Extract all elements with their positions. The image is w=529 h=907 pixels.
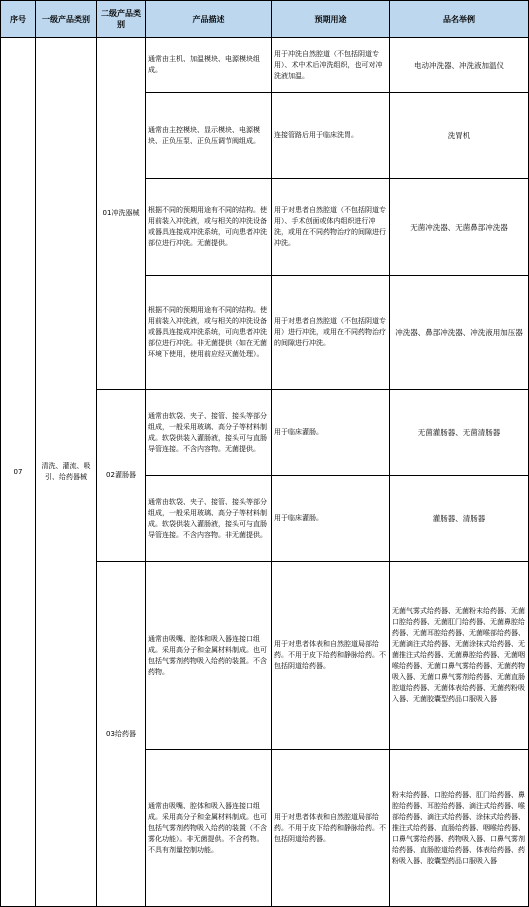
desc-cell: 通常由软袋、夹子、接管、接头等部分组成，一般采用玻璃、高分子等材料制成。软袋供装入灌肠液，接头可与直肠导管连接。不含内容物。非无菌提供。 [146,476,272,562]
examples-cell: 无菌冲洗器、无菌鼻部冲洗器 [390,179,529,276]
header-cat2: 二级产品类别 [97,1,146,38]
examples-cell: 灌肠器、清肠器 [390,476,529,562]
seq-cell: 07 [1,38,36,907]
desc-cell: 根据不同的预期用途有不同的结构。使用前装入冲洗液，或与相关的冲洗设备或器具连接成冲洗系统，可向患者冲洗部位进行冲洗。非无菌提供（如在无菌环境下使用，使用前应经灭菌处理）。 [146,276,272,390]
header-seq: 序号 [1,1,36,38]
header-row [1,1,529,38]
desc-cell: 通常由软袋、夹子、接管、接头等部分组成，一般采用玻璃、高分子等材料制成。软袋供装入灌肠液，接头可与直肠导管连接。不含内容物。无菌提供。 [146,390,272,476]
desc-cell: 通常由主机、加温模块、电源模块组成。 [146,38,272,93]
use-cell: 用于临床灌肠。 [272,476,390,562]
examples-cell: 无菌气雾式给药器、无菌粉末给药器、无菌口腔给药器、无菌肛门给药器、无菌鼻腔给药器、无菌耳腔给药器、无菌喉部给药器、无菌滴注式给药器、无菌涂抹式给药器、无菌推注式给药器、无菌鼻腔给药器、无菌咽喉给药器、无菌口鼻气雾给药器、无菌药物吸入器、无菌口鼻气雾剂给药器、无菌直肠腔道给药器、无菌体表给药器、无菌药粉吸入器、无菌胶囊型药品口服吸入器 [390,562,529,750]
desc-cell: 通常由主控模块、显示模块、电源模块、正负压泵、正负压调节阀组成。 [146,93,272,179]
examples-cell: 电动冲洗器、冲洗液加温仪 [390,38,529,93]
examples-cell: 冲洗器、鼻部冲洗器、冲洗液用加压器 [390,276,529,390]
use-cell: 用于冲洗自然腔道（不包括阴道专用）、术中术后冲洗组织，也可对冲洗液加温。 [272,38,390,93]
cat2-cell: 03给药器 [97,562,146,907]
desc-cell: 通常由吸嘴、腔体和吸入器连接口组成。采用高分子和金属材料制成。也可包括气雾剂药物吸入给药的装置（不含雾化功能）。非无菌提供。不含药物。不具有剂量控制功能。 [146,750,272,907]
use-cell: 用于对患者体表和自然腔道局部给药。不用于皮下给药和静脉给药。不包括阴道给药器。 [272,562,390,750]
header-use: 预期用途 [272,1,390,38]
header-cat1: 一级产品类别 [36,1,97,38]
cat2-cell: 02灌肠器 [97,390,146,562]
use-cell: 用于对患者自然腔道（不包括阴道专用）、手术创面或体内组织进行冲洗，或用在不同药物治疗的间隙进行冲洗。 [272,179,390,276]
cat2-cell: 01冲洗器械 [97,38,146,390]
use-cell: 连接管路后用于临床洗胃。 [272,93,390,179]
desc-cell: 通常由吸嘴、腔体和吸入器连接口组成。采用高分子和金属材料制成。也可包括气雾剂药物吸入给药的装置。不含药物。 [146,562,272,750]
examples-cell: 洗胃机 [390,93,529,179]
header-examples: 品名举例 [390,1,529,38]
examples-cell: 无菌灌肠器、无菌清肠器 [390,390,529,476]
header-desc: 产品描述 [146,1,272,38]
use-cell: 用于对患者自然腔道（不包括阴道专用）进行冲洗，或用在不同药物治疗的间隙进行冲洗。 [272,276,390,390]
examples-cell: 粉末给药器、口腔给药器、肛门给药器、鼻腔给药器、耳腔给药器、滴注式给药器、喉部给药器、滴注式给药器、涂抹式给药器、推注式给药器、直肠给药器、咽喉给药器、口鼻气雾给药器、药物吸入器、口鼻气雾剂给药器、直肠腔道给药器、体表给药器、药粉吸入器、胶囊型药品口服吸入器 [390,750,529,907]
table-row [1,38,529,93]
use-cell: 用于临床灌肠。 [272,390,390,476]
cat1-cell: 清洗、灌流、吸引、给药器械 [36,38,97,907]
desc-cell: 根据不同的预期用途有不同的结构。使用前装入冲洗液，或与相关的冲洗设备或器具连接成冲洗系统，可向患者冲洗部位进行冲洗。无菌提供。 [146,179,272,276]
use-cell: 用于对患者体表和自然腔道局部给药。不用于皮下给药和静脉给药。不包括阴道给药器。 [272,750,390,907]
